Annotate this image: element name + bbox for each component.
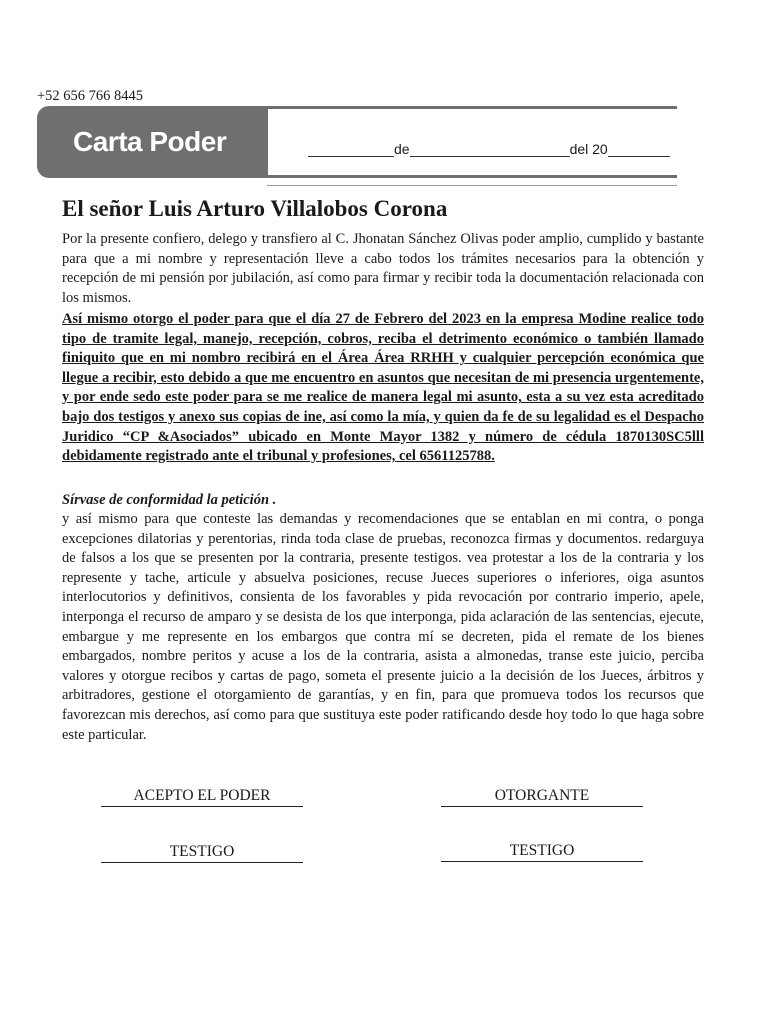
header-rule <box>267 185 677 186</box>
paragraph-petition: Sírvase de conformidad la petición . <box>62 492 277 508</box>
month-blank <box>410 142 570 157</box>
banner-divider <box>265 106 268 178</box>
date-line <box>308 141 670 157</box>
paragraph-legal-powers: y así mismo para que conteste las demandas y recomendaciones que se entablan en mi contra, o ponga excepciones dilatorias y perentorias, rinda toda clase de pruebas, reconozca firmas y documentos. redarguya de falsos a los que se presenten por la contraria, presente testigos. vea protestar a los de la contraria y los represente y tache, articule y absuelva posiciones, recuse Jueces superiores o inferiores, oiga asuntos interlocutorios y definitivos, consienta de los favorables y pida revocación por contrario imperio, apele, interponga el recurso de amparo y se desista de los que interponga, pida aclaración de las sentencias, ejecute, embargue y me represente en los embargos que contra mí se decreten, pida el remate de los bienes embargados, nombre peritos y acuse a los de la contraria, asista a almonedas, transe este juicio, perciba valores y otorgue recibos y cartas de pago, someta el presente juicio a la decisión de los Jueces, árbitros y arbitradores, gestione el otorgamiento de garantías, y en fin, para que promueva todos los recursos que favorezcan mis derechos, así como para que sustituya este poder ratificando desde hoy todo lo que haga sobre este particular. <box>62 511 704 743</box>
header-banner <box>37 106 677 178</box>
banner-title-tab <box>37 106 265 178</box>
signature-witness-1: TESTIGO <box>101 843 303 863</box>
date-de-label: de <box>394 141 410 157</box>
day-blank <box>308 142 394 157</box>
date-del-label: del 20 <box>569 141 608 157</box>
paragraph-power-details: Así mismo otorgo el poder para que el día 27 de Febrero del 2023 en la empresa Modine realice todo tipo de tramite legal, manejo, recepción, cobros, reciba el detrimento económico o también llamado finiquito que en mi nombro recibirá en el Área Área RRHH y cualquier percepción económica que llegue a recibir, esto debido a que me encuentro en asuntos que necesitan de mi presencia urgentemente, y por ende sedo este poder para se me realice de manera legal mi asunto, esta a su vez esta acreditado bajo dos testigos y anexo sus copias de ine, así como la mía, y quien da fe de su legalidad es el Despacho Juridico “CP &Asociados” ubicado en Monte Mayor 1382 y número de cédula 1870130SC5lll debidamente registrado ante el tribunal y profesiones, cel 6561125788. <box>62 311 704 465</box>
signature-witness-2: TESTIGO <box>441 842 643 862</box>
paragraph-grant: Por la presente confiero, delego y transfiero al C. Jhonatan Sánchez Olivas poder amplio, cumplido y bastante para que a mi nombre y representación lleve a cabo todos los trámites necesarios para la obtención y recepción de mi pensión por jubilación, así como para firmar y recibir toda la documentación relacionada con los mismos. <box>62 231 704 306</box>
year-blank <box>608 142 670 157</box>
signature-grantor: OTORGANTE <box>441 787 643 807</box>
signature-accept: ACEPTO EL PODER <box>101 787 303 807</box>
document-title: El señor Luis Arturo Villalobos Corona <box>62 196 448 221</box>
banner-title: Carta Poder <box>73 126 227 157</box>
phone-number: +52 656 766 8445 <box>37 88 144 104</box>
